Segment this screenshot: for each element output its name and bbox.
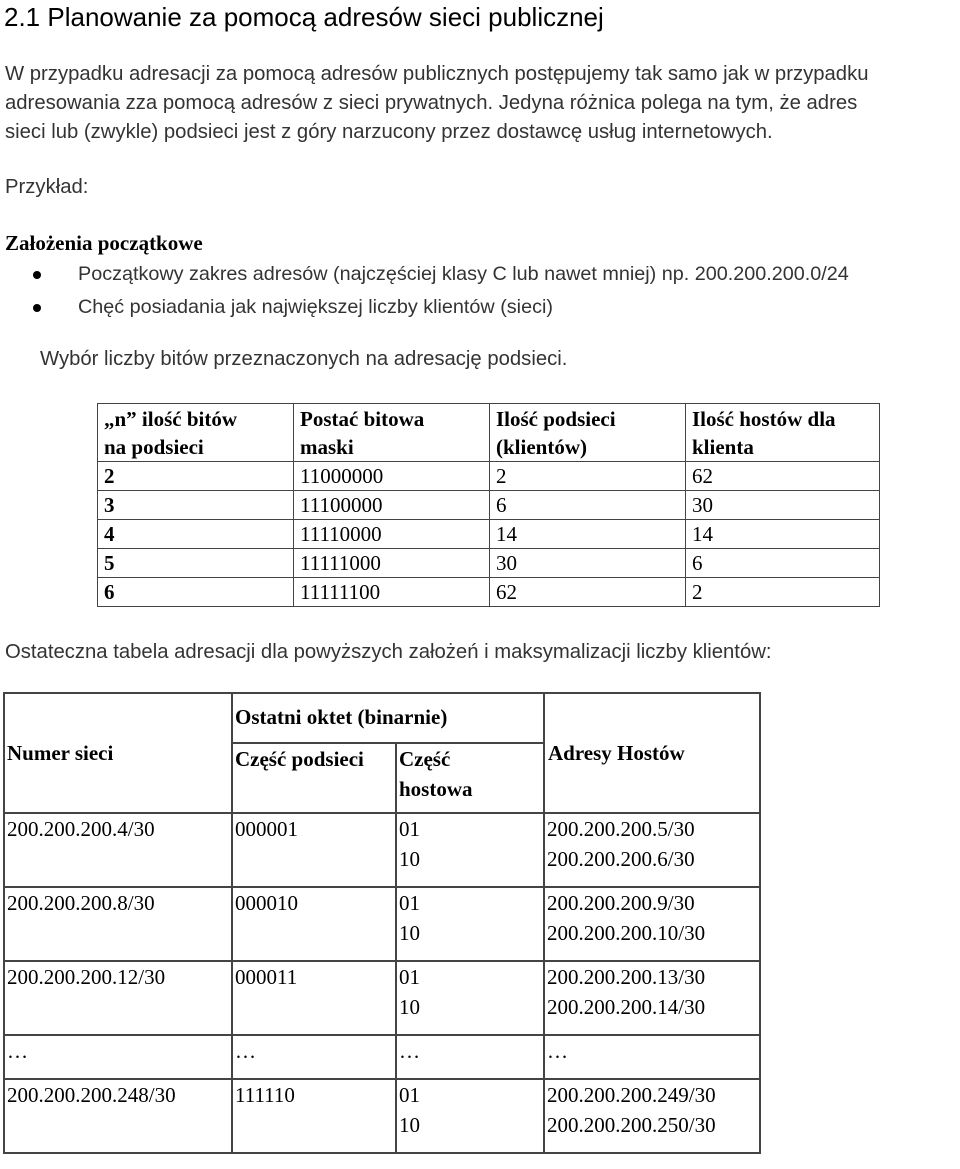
cell-hosts: 2 bbox=[686, 578, 880, 607]
intro-line-2: adresowania zza pomocą adresów z sieci prywatnych. Jedyna różnica polega na tym, że adres bbox=[5, 92, 858, 114]
cell-hosts: 30 bbox=[686, 491, 880, 520]
table-row bbox=[4, 961, 760, 1035]
header-network: Numer sieci bbox=[4, 693, 232, 813]
cell-subnets: 2 bbox=[490, 462, 686, 491]
header-bits: „n” ilość bitów na podsieci bbox=[98, 404, 294, 462]
cell-host-addresses: 200.200.200.5/30 200.200.200.6/30 bbox=[544, 813, 760, 887]
cell-subnet: 111110 bbox=[232, 1079, 396, 1153]
assumptions-list bbox=[0, 258, 849, 324]
intro-line-3: sieci lub (zwykle) podsieci jest z góry narzucony przez dostawcę usług internetowych. bbox=[5, 121, 773, 143]
intro-line-1: W przypadku adresacji za pomocą adresów publicznych postępujemy tak samo jak w przypadku bbox=[5, 63, 869, 85]
cell-subnets: 14 bbox=[490, 520, 686, 549]
cell-network: 200.200.200.4/30 bbox=[4, 813, 232, 887]
assumption-text: Chęć posiadania jak największej liczby klientów (sieci) bbox=[78, 296, 553, 318]
cell-bits: 4 bbox=[98, 520, 294, 549]
cell-subnet: 000011 bbox=[232, 961, 396, 1035]
header-subnet-part: Część podsieci bbox=[232, 743, 396, 813]
cell-bits: 6 bbox=[98, 578, 294, 607]
cell-network: … bbox=[4, 1035, 232, 1079]
bullet-icon bbox=[33, 271, 41, 279]
cell-network: 200.200.200.248/30 bbox=[4, 1079, 232, 1153]
addressing-table bbox=[3, 692, 761, 1154]
cell-hosts: 14 bbox=[686, 520, 880, 549]
cell-subnets: 30 bbox=[490, 549, 686, 578]
table-row bbox=[98, 549, 880, 578]
header-hosts: Ilość hostów dla klienta bbox=[686, 404, 880, 462]
table-row bbox=[98, 578, 880, 607]
cell-hosts: 62 bbox=[686, 462, 880, 491]
cell-mask: 11100000 bbox=[294, 491, 490, 520]
example-label: Przykład: bbox=[5, 176, 89, 198]
cell-host-addresses: … bbox=[544, 1035, 760, 1079]
cell-mask: 11111100 bbox=[294, 578, 490, 607]
table-row bbox=[4, 1035, 760, 1079]
assumptions-heading: Założenia początkowe bbox=[5, 231, 203, 255]
cell-host-addresses: 200.200.200.249/30 200.200.200.250/30 bbox=[544, 1079, 760, 1153]
table-row bbox=[4, 887, 760, 961]
cell-network: 200.200.200.8/30 bbox=[4, 887, 232, 961]
table-header-row bbox=[4, 693, 760, 743]
assumption-text: Początkowy zakres adresów (najczęściej klasy C lub nawet mniej) np. 200.200.200.0/24 bbox=[78, 263, 849, 285]
cell-mask: 11111000 bbox=[294, 549, 490, 578]
cell-subnet: … bbox=[232, 1035, 396, 1079]
header-last-octet: Ostatni oktet (binarnie) bbox=[232, 693, 544, 743]
header-subnets: Ilość podsieci (klientów) bbox=[490, 404, 686, 462]
cell-bits: 3 bbox=[98, 491, 294, 520]
cell-bits: 5 bbox=[98, 549, 294, 578]
cell-mask: 11110000 bbox=[294, 520, 490, 549]
cell-mask: 11000000 bbox=[294, 462, 490, 491]
cell-subnet: 000010 bbox=[232, 887, 396, 961]
header-host-part: Część hostowa bbox=[396, 743, 544, 813]
table-row bbox=[4, 813, 760, 887]
table-row bbox=[98, 462, 880, 491]
table-row bbox=[4, 1079, 760, 1153]
table-row bbox=[98, 520, 880, 549]
section-title: 2.1 Planowanie za pomocą adresów sieci publicznej bbox=[4, 2, 604, 32]
cell-host-bits: 01 10 bbox=[396, 1079, 544, 1153]
cell-subnets: 6 bbox=[490, 491, 686, 520]
assumption-item bbox=[0, 291, 849, 324]
cell-hosts: 6 bbox=[686, 549, 880, 578]
cell-host-bits: 01 10 bbox=[396, 961, 544, 1035]
cell-host-bits: 01 10 bbox=[396, 813, 544, 887]
subnet-bits-table bbox=[97, 403, 880, 607]
cell-subnet: 000001 bbox=[232, 813, 396, 887]
cell-host-bits: 01 10 bbox=[396, 887, 544, 961]
cell-host-addresses: 200.200.200.13/30 200.200.200.14/30 bbox=[544, 961, 760, 1035]
header-host-addresses: Adresy Hostów bbox=[544, 693, 760, 813]
table-row bbox=[98, 491, 880, 520]
subnet-bits-text: Wybór liczby bitów przeznaczonych na adresację podsieci. bbox=[40, 348, 568, 370]
cell-subnets: 62 bbox=[490, 578, 686, 607]
assumption-item bbox=[0, 258, 849, 291]
table-header-row bbox=[98, 404, 880, 462]
cell-network: 200.200.200.12/30 bbox=[4, 961, 232, 1035]
cell-host-addresses: 200.200.200.9/30 200.200.200.10/30 bbox=[544, 887, 760, 961]
cell-bits: 2 bbox=[98, 462, 294, 491]
header-mask: Postać bitowa maski bbox=[294, 404, 490, 462]
bullet-icon bbox=[33, 304, 41, 312]
final-table-text: Ostateczna tabela adresacji dla powyższych założeń i maksymalizacji liczby klientów: bbox=[5, 641, 772, 663]
cell-host-bits: … bbox=[396, 1035, 544, 1079]
